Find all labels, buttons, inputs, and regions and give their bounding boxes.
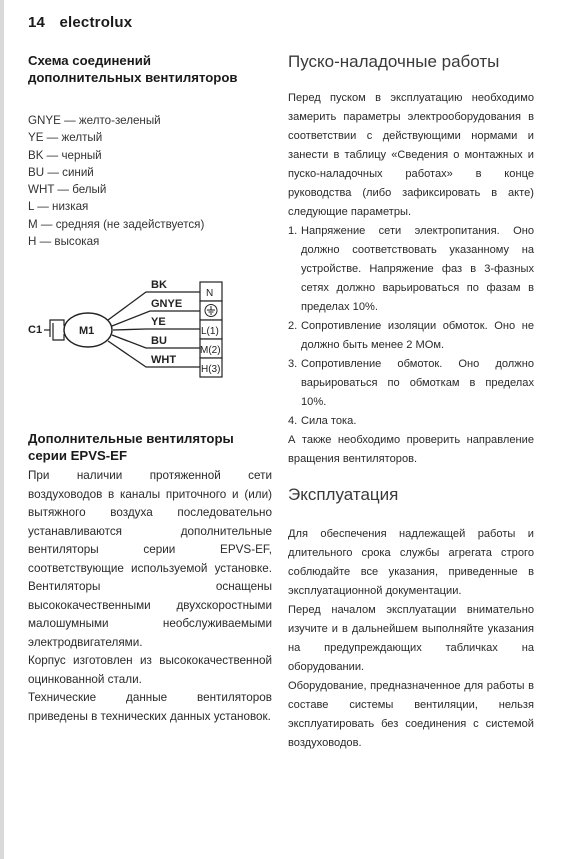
wire-label-gnye: GNYE bbox=[151, 298, 183, 310]
legend-item: L — низкая bbox=[28, 200, 89, 214]
paragraph: Для обеспечения надлежащей работы и длительного срока службы агрегата строго соблюдайте все указания, приведенные в эксплуатационной документации. bbox=[288, 528, 534, 597]
paragraph: Технические данные вентиляторов приведены в технических данных установок. bbox=[28, 691, 272, 723]
wiring-section-title bbox=[28, 52, 272, 86]
operation-body bbox=[288, 525, 534, 753]
commissioning-title: Пуско-наладочные работы bbox=[288, 52, 500, 71]
commissioning-intro: Перед пуском в эксплуатацию необходимо замерить параметры электрооборудования в соответствии с действующими нормами и занести в таблицу «Сведения о монтажных и пуско-наладочных работах» в конце руководства (либо зафиксировать в акте) следующие параметры. bbox=[288, 92, 534, 218]
terminal-n: N bbox=[206, 288, 214, 299]
additional-fans-body bbox=[28, 467, 272, 726]
fans-title-line1: Дополнительные вентиляторы bbox=[28, 431, 234, 446]
wiring-title-line1: Схема соединений bbox=[28, 53, 151, 68]
commissioning-list bbox=[288, 222, 534, 431]
wire-label-bk: BK bbox=[151, 279, 167, 291]
legend-item: BU — синий bbox=[28, 165, 94, 179]
list-item bbox=[288, 222, 534, 317]
legend-item: WHT — белый bbox=[28, 183, 107, 197]
capacitor-label: C1 bbox=[28, 324, 43, 336]
list-text: Сопротивление обмоток. Оно должно варьироваться по обмоткам в пределах 10%. bbox=[301, 358, 534, 408]
wire-label-ye: YE bbox=[151, 316, 166, 328]
list-item bbox=[288, 317, 534, 355]
legend-item: GNYE — желто-зеленый bbox=[28, 114, 161, 127]
list-number: 1. bbox=[288, 225, 298, 237]
brand-name: electrolux bbox=[59, 14, 133, 31]
right-column bbox=[288, 52, 534, 469]
paragraph: При наличии протяженной сети воздуховодов в каналы приточного и (или) вытяжного воздуха последовательно устанавливаются дополнительные вентиляторы серии EPVS-EF, соответствующие используемой установке. Вентиляторы оснащены высококачественными двухскоростными малошумными необслуживаемыми электродвигателями. bbox=[28, 469, 272, 649]
list-item bbox=[288, 412, 534, 431]
paragraph: Перед началом эксплуатации внимательно изучите и в дальнейшем выполняйте указания на предупреждающих табличках на оборудовании. bbox=[288, 604, 534, 673]
additional-fans-title bbox=[28, 430, 272, 464]
list-text: Напряжение сети электропитания. Оно должно соответствовать указанному на устройстве. Напряжение фаз в 3-фазных сетях должно варьироваться по фазам в пределах 10%. bbox=[301, 225, 534, 313]
list-text: Сопротивление изоляции обмоток. Оно не должно быть менее 2 МОм. bbox=[301, 320, 534, 351]
motor-label: M1 bbox=[79, 325, 95, 337]
additional-fans-section bbox=[28, 430, 272, 726]
operation-section bbox=[288, 485, 534, 753]
wire-label-bu: BU bbox=[151, 335, 167, 347]
list-number: 4. bbox=[288, 415, 298, 427]
left-column bbox=[28, 52, 272, 250]
page-header bbox=[28, 14, 132, 31]
wire-color-legend bbox=[28, 112, 272, 250]
terminal-l1: L(1) bbox=[201, 326, 219, 337]
commissioning-outro: А также необходимо проверить направление вращения вентиляторов. bbox=[288, 434, 534, 465]
commissioning-body bbox=[288, 89, 534, 469]
operation-title: Эксплуатация bbox=[288, 485, 399, 504]
legend-item: YE — желтый bbox=[28, 131, 103, 145]
capacitor-symbol bbox=[44, 320, 64, 340]
paragraph: Корпус изготовлен из высококачественной оцинкованной стали. bbox=[28, 654, 272, 686]
fans-title-line2: серии EPVS-EF bbox=[28, 448, 128, 463]
wire-ye bbox=[113, 329, 200, 330]
list-item bbox=[288, 355, 534, 412]
wiring-diagram bbox=[28, 276, 278, 386]
legend-item: H — высокая bbox=[28, 235, 100, 249]
legend-item: BK — черный bbox=[28, 148, 102, 162]
wire-label-wht: WHT bbox=[151, 354, 177, 366]
terminal-h3: H(3) bbox=[201, 364, 221, 375]
page-edge-bar bbox=[0, 0, 4, 859]
list-text: Сила тока. bbox=[301, 415, 357, 427]
terminal-m2: M(2) bbox=[200, 345, 221, 356]
legend-item: M — средняя (не задействуется) bbox=[28, 217, 205, 231]
list-number: 3. bbox=[288, 358, 298, 370]
paragraph: Оборудование, предназначенное для работы в составе системы вентиляции, нельзя эксплуатировать без соединения с системой воздуховодов. bbox=[288, 680, 534, 749]
list-number: 2. bbox=[288, 320, 298, 332]
wiring-title-line2: дополнительных вентиляторов bbox=[28, 70, 238, 85]
page-number: 14 bbox=[28, 14, 46, 31]
